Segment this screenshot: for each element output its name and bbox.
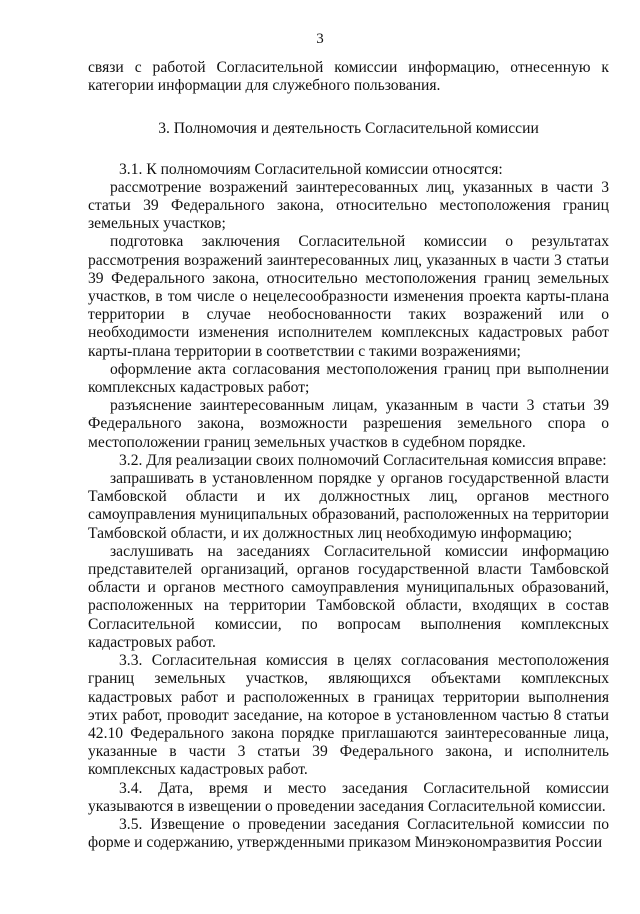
paragraph-3-4: 3.4. Дата, время и место заседания Согласительной комиссии указываются в извещении о проведении заседания Согласительной комиссии.	[88, 779, 609, 815]
paragraph-3-1: 3.1. К полномочиям Согласительной комиссии относятся:	[119, 160, 503, 178]
paragraph-3-1-item-1: рассмотрение возражений заинтересованных лиц, указанных в части 3 статьи 39 Федерального закона, относительно местоположения границ земельных участков;	[88, 178, 609, 233]
paragraph-3-3: 3.3. Согласительная комиссия в целях согласования местоположения границ земельных участков, являющихся объектами комплексных кадастровых работ и расположенных в границах территории выполнения этих работ, проводит заседание, на которое в установленном частью 8 статьи 42.10 Федерального закона порядке приглашаются заинтересованные лица, указанные в части 3 статьи 39 Федерального закона, и исполнитель комплексных кадастровых работ.	[88, 652, 609, 779]
paragraph-3-1-item-2: подготовка заключения Согласительной комиссии о результатах рассмотрения возражений заинтересованных лиц, указанных в части 3 статьи 39 Федерального закона, относительно местоположения границ земельных участков, в том числе о нецелесообразности изменения проекта карты-плана территории в случае необоснованности таких возражений или о необходимости изменения исполнителем комплексных кадастровых работ карты-плана территории в соответствии с такими возражениями;	[88, 233, 609, 360]
document-body	[88, 59, 609, 852]
paragraph-3-2-item-2: заслушивать на заседаниях Согласительной комиссии информацию представителей организаций, органов государственной власти Тамбовской области и органов местного самоуправления муниципальных образований, расположенных на территории Тамбовской области, входящих в состав Согласительной комиссии, по вопросам выполнения комплексных кадастровых работ.	[88, 542, 609, 651]
paragraph-3-1-item-4: разъяснение заинтересованным лицам, указанным в части 3 статьи 39 Федерального закона, возможности разрешения земельного спора о местоположении границ земельных участков в судебном порядке.	[88, 397, 609, 451]
page-number: 3	[316, 31, 324, 47]
paragraph-continuation: связи с работой Согласительной комиссии информацию, отнесенную к категории информации для служебного пользования.	[88, 59, 609, 95]
section-heading: 3. Полномочия и деятельность Согласительной комиссии	[158, 120, 539, 138]
paragraph-3-1-item-3: оформление акта согласования местоположения границ при выполнении комплексных кадастровых работ;	[88, 360, 609, 397]
paragraph-3-5: 3.5. Извещение о проведении заседания Согласительной комиссии по форме и содержанию, утвержденными приказом Минэкономразвития России	[88, 815, 609, 852]
paragraph-3-2-item-1: запрашивать в установленном порядке у органов государственной власти Тамбовской области и их должностных лиц, органов местного самоуправления муниципальных образований, расположенных на территории Тамбовской области, и их должностных лиц необходимую информацию;	[88, 470, 609, 542]
paragraph-3-2: 3.2. Для реализации своих полномочий Согласительная комиссия вправе:	[119, 451, 607, 469]
